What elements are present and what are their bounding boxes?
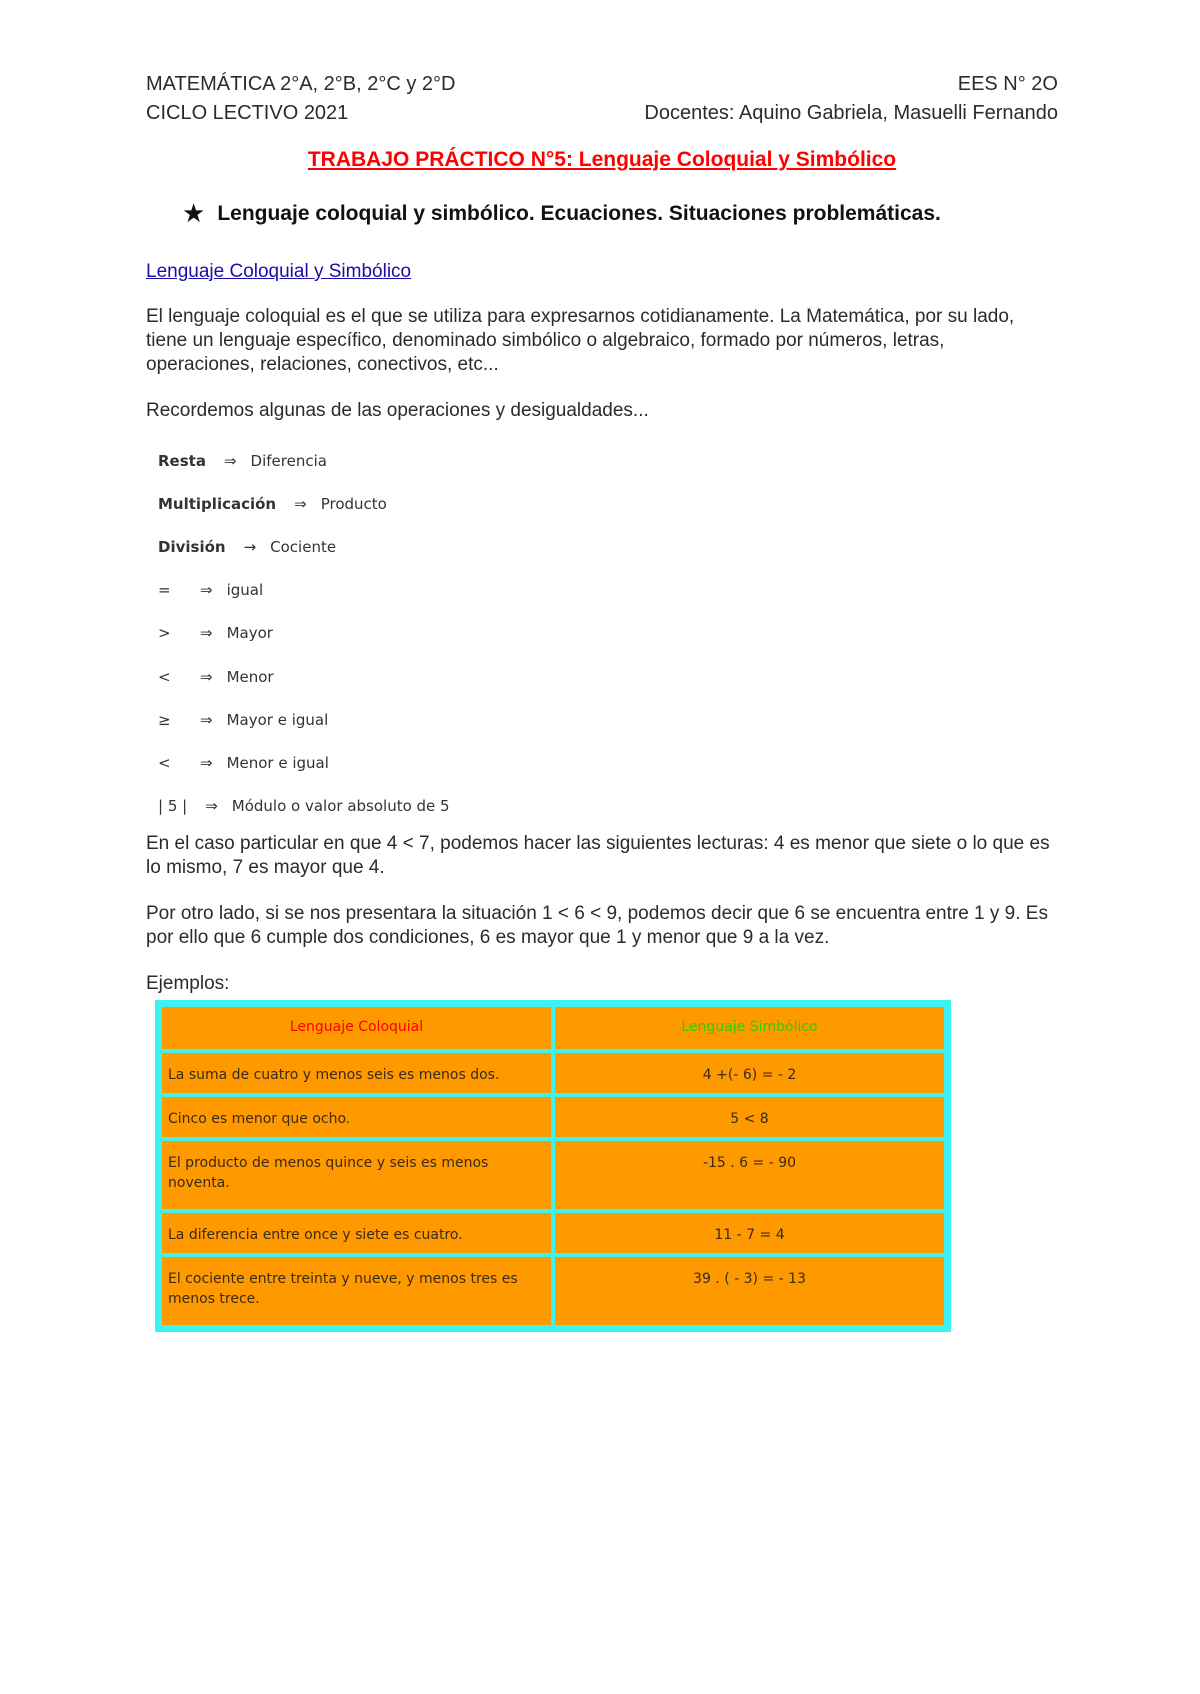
- operation-meaning: Mayor: [226, 624, 273, 643]
- right-arrow-icon: →: [243, 537, 257, 556]
- examples-table-frame: [155, 1000, 951, 1332]
- header-row-2: [146, 99, 1058, 128]
- document-title: TRABAJO PRÁCTICO N°5: Lenguaje Coloquial y Simbólico: [307, 148, 897, 171]
- header-coloquial: Lenguaje Coloquial: [162, 1007, 551, 1049]
- cell-coloquial: La suma de cuatro y menos seis es menos dos.: [162, 1053, 551, 1093]
- caso-particular-paragraph: En el caso particular en que 4 < 7, podemos hacer las siguientes lecturas: 4 es menor que siete o lo que es lo mismo, 7 es mayor que 4.: [146, 832, 1050, 878]
- implies-arrow-icon: ⇒: [200, 581, 213, 600]
- operation-meaning: Mayor e igual: [226, 710, 329, 729]
- implies-arrow-icon: ⇒: [223, 451, 237, 470]
- operation-symbol: <: [158, 753, 171, 772]
- implies-arrow-icon: ⇒: [200, 710, 213, 729]
- operation-symbol: Multiplicación: [158, 494, 277, 513]
- operation-meaning: Módulo o valor absoluto de 5: [231, 797, 450, 816]
- lenguaje-link[interactable]: Lenguaje Coloquial y Simbólico: [146, 261, 412, 282]
- implies-arrow-icon: ⇒: [205, 797, 218, 816]
- operation-symbol: | 5 |: [158, 797, 188, 816]
- table-row: [162, 1213, 944, 1253]
- table-row: [162, 1053, 944, 1093]
- operation-row: [158, 482, 1058, 525]
- header-school: EES N° 2O: [957, 73, 1058, 95]
- examples-table: [158, 1003, 948, 1329]
- operation-row: [158, 439, 1058, 482]
- operation-row: [158, 612, 1058, 655]
- operation-symbol: Resta: [158, 451, 206, 470]
- operation-symbol: División: [158, 537, 226, 556]
- operation-symbol: >: [158, 624, 171, 643]
- operation-row: [158, 569, 1058, 612]
- operation-meaning: Diferencia: [250, 451, 327, 470]
- table-header-row: [162, 1007, 944, 1049]
- operation-symbol: <: [158, 667, 171, 686]
- operation-row: [158, 741, 1058, 784]
- star-icon: ★: [182, 198, 206, 228]
- cell-simbolico: -15 . 6 = - 90: [555, 1141, 944, 1209]
- operation-row: [158, 525, 1058, 568]
- table-row: [162, 1097, 944, 1137]
- document-page: [146, 70, 1058, 1332]
- cell-coloquial: La diferencia entre once y siete es cuatro.: [162, 1213, 551, 1253]
- ejemplos-label: Ejemplos:: [146, 972, 230, 994]
- header-row-1: [146, 70, 1058, 99]
- cell-simbolico: 5 < 8: [555, 1097, 944, 1137]
- implies-arrow-icon: ⇒: [200, 753, 213, 772]
- table-row: [162, 1141, 944, 1209]
- operation-meaning: Producto: [320, 494, 387, 513]
- implies-arrow-icon: ⇒: [294, 494, 307, 513]
- operation-row: [158, 655, 1058, 698]
- cell-coloquial: El cociente entre treinta y nueve, y menos tres es menos trece.: [162, 1257, 551, 1325]
- operation-meaning: Cociente: [270, 537, 337, 556]
- cell-coloquial: Cinco es menor que ocho.: [162, 1097, 551, 1137]
- implies-arrow-icon: ⇒: [200, 667, 213, 686]
- cell-simbolico: 11 - 7 = 4: [555, 1213, 944, 1253]
- intro-paragraph: El lenguaje coloquial es el que se utiliza para expresarnos cotidianamente. La Matemática, por su lado, tiene un lenguaje específico, denominado simbólico o algebraico, formado por números, letras, operaciones, relaciones, conectivos, etc...: [146, 306, 1015, 375]
- subtitle-text: Lenguaje coloquial y simbólico. Ecuaciones. Situaciones problemáticas.: [217, 201, 941, 225]
- operation-meaning: Menor: [226, 667, 274, 686]
- operation-symbol: =: [158, 581, 171, 600]
- recordemos-paragraph: Recordemos algunas de las operaciones y desigualdades...: [146, 400, 649, 421]
- table-row: [162, 1257, 944, 1325]
- operation-meaning: Menor e igual: [226, 753, 329, 772]
- header-year: CICLO LECTIVO 2021: [146, 102, 349, 124]
- header-teachers: Docentes: Aquino Gabriela, Masuelli Fernando: [644, 102, 1058, 124]
- section-subtitle: [146, 198, 1058, 229]
- operation-row: [158, 785, 1058, 828]
- operation-row: [158, 698, 1058, 741]
- operation-symbol: ≥: [158, 710, 171, 729]
- operation-meaning: igual: [226, 581, 264, 600]
- otro-lado-paragraph: Por otro lado, si se nos presentara la situación 1 < 6 < 9, podemos decir que 6 se encuentra entre 1 y 9. Es por ello que 6 cumple dos condiciones, 6 es mayor que 1 y menor que 9 a la vez.: [146, 902, 1048, 948]
- header-simbolico: Lenguaje Simbólico: [555, 1007, 944, 1049]
- cell-simbolico: 39 . ( - 3) = - 13: [555, 1257, 944, 1325]
- cell-coloquial: El producto de menos quince y seis es menos noventa.: [162, 1141, 551, 1209]
- operations-list: [146, 439, 1058, 828]
- header-subject: MATEMÁTICA 2°A, 2°B, 2°C y 2°D: [146, 73, 456, 95]
- implies-arrow-icon: ⇒: [200, 624, 213, 643]
- cell-simbolico: 4 +(- 6) = - 2: [555, 1053, 944, 1093]
